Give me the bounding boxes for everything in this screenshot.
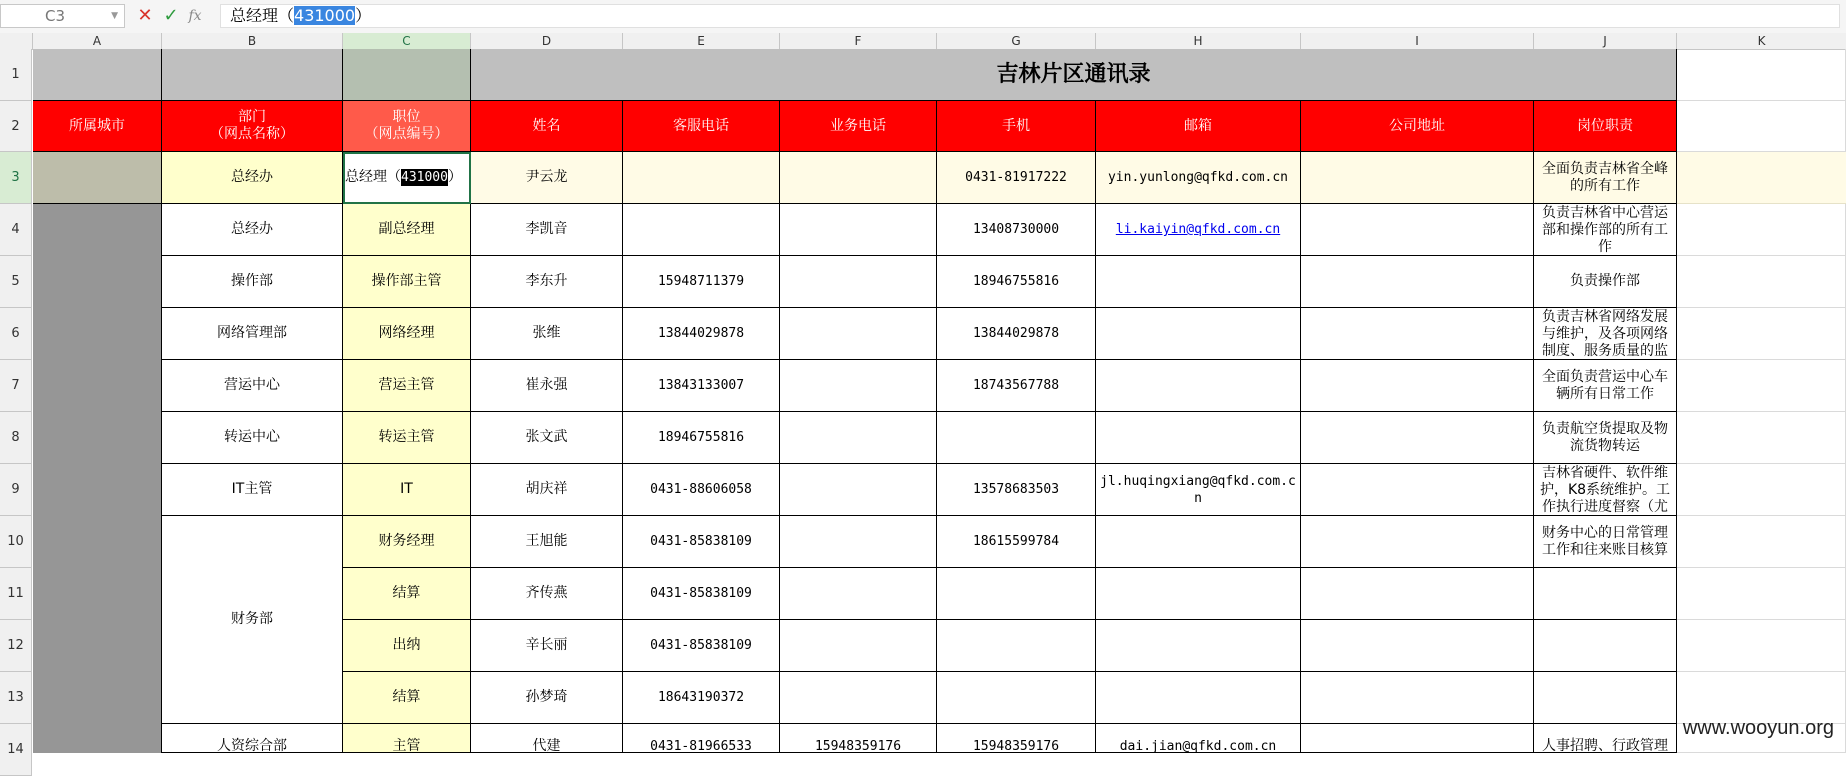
header-position[interactable]: 职位 （网点编号） (343, 101, 471, 152)
row-header-12[interactable]: 12 (0, 620, 32, 672)
row-header-2[interactable]: 2 (0, 101, 32, 152)
cell-f3[interactable] (780, 152, 937, 204)
row-header-6[interactable]: 6 (0, 308, 32, 360)
formula-text-suffix: ） (355, 6, 372, 25)
cell-f12[interactable] (780, 620, 937, 672)
chevron-down-icon[interactable]: ▼ (111, 11, 118, 21)
column-header-j[interactable]: J (1534, 33, 1677, 49)
email-link[interactable]: li.kaiyin@qfkd.com.cn (1096, 204, 1301, 256)
cell-e14[interactable]: 0431-81966533 (623, 724, 780, 753)
cell-g3[interactable]: 0431-81917222 (937, 152, 1096, 204)
cell-d12[interactable]: 辛长丽 (471, 620, 623, 672)
cell-f14[interactable]: 15948359176 (780, 724, 937, 753)
cell-g11[interactable] (937, 568, 1096, 620)
cell-c10[interactable]: 财务经理 (343, 516, 471, 568)
column-header-k[interactable]: K (1757, 34, 1766, 48)
cell-c3-suffix: ） (447, 169, 462, 185)
name-box-value: C3 (45, 7, 66, 25)
cell-c13[interactable]: 结算 (343, 672, 471, 724)
column-header-g[interactable]: G (937, 33, 1096, 49)
cell-k9[interactable] (1677, 464, 1846, 516)
cell-d3[interactable]: 尹云龙 (471, 152, 623, 204)
cell-g13[interactable] (937, 672, 1096, 724)
cell-e7[interactable]: 13843133007 (623, 360, 780, 412)
row-header-14[interactable]: 14 (0, 724, 32, 776)
cell-g10[interactable]: 18615599784 (937, 516, 1096, 568)
cell-j7[interactable]: 全面负责营运中心车辆所有日常工作 (1534, 360, 1677, 412)
column-header-b[interactable]: B (162, 33, 343, 49)
cell-i11[interactable] (1301, 568, 1534, 620)
row-header-8[interactable]: 8 (0, 412, 32, 464)
formula-input[interactable] (220, 4, 1840, 28)
column-header-a[interactable]: A (33, 33, 162, 49)
cell-h13[interactable] (1096, 672, 1301, 724)
cell-k11[interactable] (1677, 568, 1846, 620)
cell-d8[interactable]: 张文武 (471, 412, 623, 464)
cell-e6[interactable]: 13844029878 (623, 308, 780, 360)
sheet-title[interactable]: 吉林片区通讯录 (471, 49, 1677, 101)
cell-h9[interactable]: jl.huqingxiang@qfkd.com.cn (1096, 464, 1301, 516)
cell-b5[interactable]: 操作部 (162, 256, 343, 308)
cell-b9[interactable]: IT主管 (162, 464, 343, 516)
cell-j13[interactable] (1534, 672, 1677, 724)
cell-j6[interactable]: 负责吉林省网络发展与维护，及各项网络制度、服务质量的监 (1534, 308, 1677, 360)
cell-h12[interactable] (1096, 620, 1301, 672)
cell-e13[interactable]: 18643190372 (623, 672, 780, 724)
cell-b1[interactable] (162, 49, 343, 101)
cell-e11[interactable]: 0431-85838109 (623, 568, 780, 620)
column-header-c[interactable]: C (343, 33, 471, 49)
cell-i14[interactable] (1301, 724, 1534, 753)
cell-c12[interactable]: 出纳 (343, 620, 471, 672)
cell-c6[interactable]: 网络经理 (343, 308, 471, 360)
cell-d6[interactable]: 张维 (471, 308, 623, 360)
column-header-d[interactable]: D (471, 33, 623, 49)
cell-h5[interactable] (1096, 256, 1301, 308)
cell-f8[interactable] (780, 412, 937, 464)
cell-g8[interactable] (937, 412, 1096, 464)
row-header-11[interactable]: 11 (0, 568, 32, 620)
cell-j14[interactable]: 人事招聘、行政管理 (1534, 724, 1677, 753)
cell-k1[interactable] (1677, 49, 1846, 101)
cell-f11[interactable] (780, 568, 937, 620)
cell-g9[interactable]: 13578683503 (937, 464, 1096, 516)
cell-e10[interactable]: 0431-85838109 (623, 516, 780, 568)
header-city[interactable]: 所属城市 (33, 101, 162, 152)
cell-h8[interactable] (1096, 412, 1301, 464)
cell-h3[interactable]: yin.yunlong@qfkd.com.cn (1096, 152, 1301, 204)
cancel-icon[interactable]: ✕ (137, 5, 153, 26)
header-mobile[interactable]: 手机 (937, 101, 1096, 152)
cell-c7[interactable]: 营运主管 (343, 360, 471, 412)
header-address[interactable]: 公司地址 (1301, 101, 1534, 152)
cell-a3[interactable] (33, 152, 162, 204)
cell-k8[interactable] (1677, 412, 1846, 464)
cell-j10[interactable]: 财务中心的日常管理工作和往来账目核算 (1534, 516, 1677, 568)
cell-i9[interactable] (1301, 464, 1534, 516)
cell-c8[interactable]: 转运主管 (343, 412, 471, 464)
city-merged-cell[interactable] (33, 204, 162, 753)
cell-d7[interactable]: 崔永强 (471, 360, 623, 412)
cell-c3-code: 431000 (401, 170, 448, 185)
cell-b8[interactable]: 转运中心 (162, 412, 343, 464)
cell-f9[interactable] (780, 464, 937, 516)
cell-e8[interactable]: 18946755816 (623, 412, 780, 464)
cell-c3-prefix: 总经理（ (345, 169, 401, 185)
cell-f7[interactable] (780, 360, 937, 412)
cell-d4[interactable]: 李凯音 (471, 204, 623, 256)
cell-e12[interactable]: 0431-85838109 (623, 620, 780, 672)
cell-g12[interactable] (937, 620, 1096, 672)
name-box[interactable] (0, 4, 125, 28)
cell-b3[interactable]: 总经办 (162, 152, 343, 204)
cell-b6[interactable]: 网络管理部 (162, 308, 343, 360)
header-email[interactable]: 邮箱 (1096, 101, 1301, 152)
cell-d5[interactable]: 李东升 (471, 256, 623, 308)
cell-g4[interactable]: 13408730000 (937, 204, 1096, 256)
cell-h7[interactable] (1096, 360, 1301, 412)
header-name[interactable]: 姓名 (471, 101, 623, 152)
cell-f4[interactable] (780, 204, 937, 256)
cell-b10-merged[interactable]: 财务部 (162, 516, 343, 724)
cell-c14[interactable]: 主管 (343, 724, 471, 753)
column-header-i[interactable]: I (1301, 33, 1534, 49)
cell-j12[interactable] (1534, 620, 1677, 672)
cell-g14[interactable]: 15948359176 (937, 724, 1096, 753)
cell-k7[interactable] (1677, 360, 1846, 412)
cell-g6[interactable]: 13844029878 (937, 308, 1096, 360)
header-business-phone[interactable]: 业务电话 (780, 101, 937, 152)
cell-c5[interactable]: 操作部主管 (343, 256, 471, 308)
cell-k5[interactable] (1677, 256, 1846, 308)
row-header-4[interactable]: 4 (0, 204, 32, 256)
cell-h14[interactable]: dai.jian@qfkd.com.cn (1096, 724, 1301, 753)
column-header-h[interactable]: H (1096, 33, 1301, 49)
cell-c11[interactable]: 结算 (343, 568, 471, 620)
formula-text-prefix: 总经理（ (230, 6, 295, 25)
row-header-3[interactable]: 3 (0, 152, 32, 204)
function-icon[interactable]: fx (188, 8, 202, 24)
cell-d14[interactable]: 代建 (471, 724, 623, 753)
cell-e3[interactable] (623, 152, 780, 204)
cell-i10[interactable] (1301, 516, 1534, 568)
cell-d10[interactable]: 王旭能 (471, 516, 623, 568)
cell-i6[interactable] (1301, 308, 1534, 360)
cell-i5[interactable] (1301, 256, 1534, 308)
cell-d11[interactable]: 齐传燕 (471, 568, 623, 620)
header-department[interactable]: 部门 （网点名称） (162, 101, 343, 152)
cell-d13[interactable]: 孙梦琦 (471, 672, 623, 724)
cell-b14[interactable]: 人资综合部 (162, 724, 343, 753)
cell-k4[interactable] (1677, 204, 1846, 256)
cell-b7[interactable]: 营运中心 (162, 360, 343, 412)
cell-d9[interactable]: 胡庆祥 (471, 464, 623, 516)
cell-e9[interactable]: 0431-88606058 (623, 464, 780, 516)
cell-g5[interactable]: 18946755816 (937, 256, 1096, 308)
cell-i7[interactable] (1301, 360, 1534, 412)
cell-k2[interactable] (1677, 101, 1846, 152)
cell-h11[interactable] (1096, 568, 1301, 620)
cell-i8[interactable] (1301, 412, 1534, 464)
cell-k3[interactable] (1677, 152, 1846, 204)
cell-e5[interactable]: 15948711379 (623, 256, 780, 308)
column-header-e[interactable]: E (623, 33, 780, 49)
cell-j3[interactable]: 全面负责吉林省全峰的所有工作 (1534, 152, 1677, 204)
enter-icon[interactable]: ✓ (163, 5, 179, 26)
header-service-phone[interactable]: 客服电话 (623, 101, 780, 152)
cell-i13[interactable] (1301, 672, 1534, 724)
header-duty[interactable]: 岗位职责 (1534, 101, 1677, 152)
cell-j9[interactable]: 吉林省硬件、软件维护，K8系统维护。工作执行进度督察（尤 (1534, 464, 1677, 516)
cell-f10[interactable] (780, 516, 937, 568)
formula-bar (0, 0, 1846, 34)
column-header-bar (0, 33, 1846, 50)
cell-e4[interactable] (623, 204, 780, 256)
cell-f5[interactable] (780, 256, 937, 308)
watermark: www.wooyun.org (1682, 717, 1834, 739)
cell-g7[interactable]: 18743567788 (937, 360, 1096, 412)
cell-j5[interactable]: 负责操作部 (1534, 256, 1677, 308)
row-header-1[interactable]: 1 (0, 49, 32, 101)
cell-f6[interactable] (780, 308, 937, 360)
row-header-9[interactable]: 9 (0, 464, 32, 516)
cell-c9[interactable]: IT (343, 464, 471, 516)
cell-j8[interactable]: 负责航空货提取及物流货物转运 (1534, 412, 1677, 464)
formula-text-selected: 431000 (294, 6, 356, 25)
column-header-f[interactable]: F (780, 33, 937, 49)
cell-a1[interactable] (33, 49, 162, 101)
cell-h6[interactable] (1096, 308, 1301, 360)
row-header-13[interactable]: 13 (0, 672, 32, 724)
cell-j11[interactable] (1534, 568, 1677, 620)
cell-h10[interactable] (1096, 516, 1301, 568)
cell-i4[interactable] (1301, 204, 1534, 256)
cell-i12[interactable] (1301, 620, 1534, 672)
cell-k12[interactable] (1677, 620, 1846, 672)
cell-c4[interactable]: 副总经理 (343, 204, 471, 256)
select-all-corner[interactable] (0, 33, 33, 49)
row-header-10[interactable]: 10 (0, 516, 32, 568)
cell-c1[interactable] (343, 49, 471, 101)
cell-k10[interactable] (1677, 516, 1846, 568)
row-header-7[interactable]: 7 (0, 360, 32, 412)
active-cell-c3[interactable] (343, 152, 471, 204)
cell-b4[interactable]: 总经办 (162, 204, 343, 256)
row-header-5[interactable]: 5 (0, 256, 32, 308)
cell-f13[interactable] (780, 672, 937, 724)
cell-j4[interactable]: 负责吉林省中心营运部和操作部的所有工作 (1534, 204, 1677, 256)
cell-k6[interactable] (1677, 308, 1846, 360)
cell-i3[interactable] (1301, 152, 1534, 204)
